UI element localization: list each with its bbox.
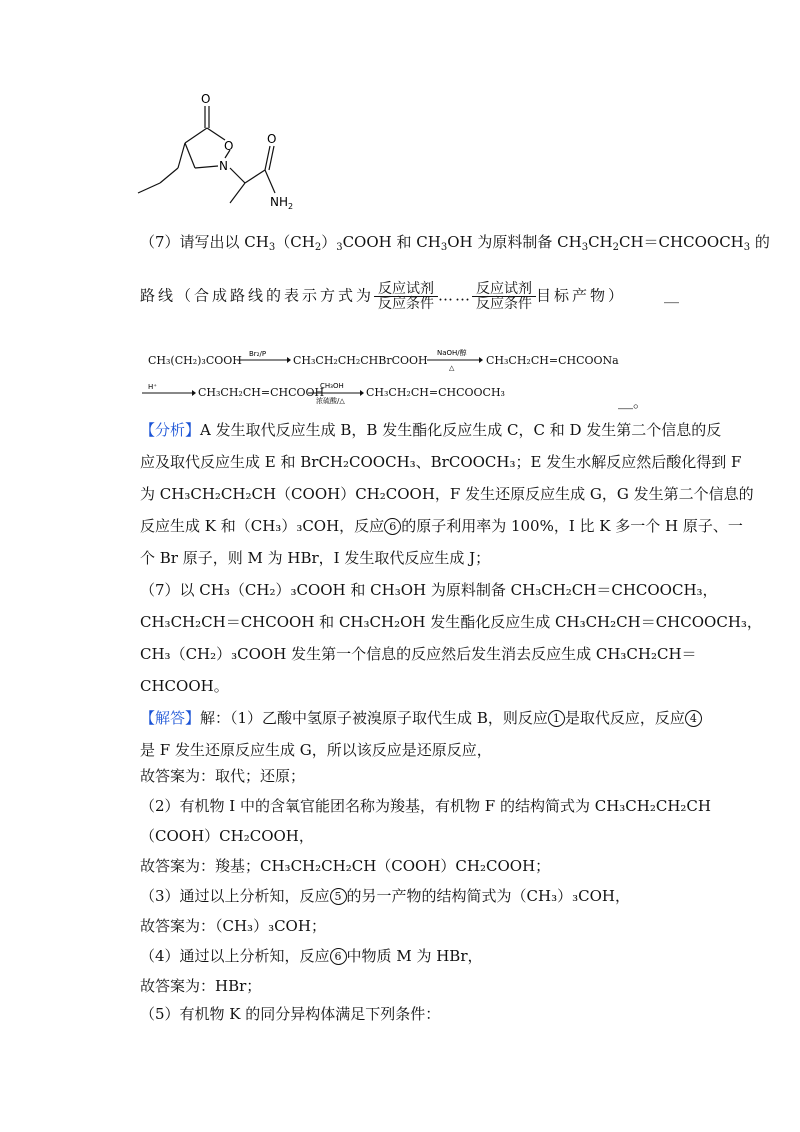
scheme-r4: CH₃CH₂CH=CHCOOH [198,386,325,399]
answer-line5: （COOH）CH₂COOH， [140,827,314,845]
analysis-line7: CH₃CH₂CH＝CHCOOH 和 CH₃CH₂OH 发生酯化反应生成 CH₃CH₂CH＝CHCOOCH₃， [140,613,762,631]
svg-text:CH₃OH: CH₃OH [320,382,344,390]
q7-blank: ＿ [664,287,680,305]
circled-number-4: 4 [685,710,702,727]
svg-text:Br₂/P: Br₂/P [249,350,267,358]
analysis-line2: 应及取代反应生成 E 和 BrCH₂COOCH₃、BrCOOCH₃；E 发生水解反应然后酸化得到 F [140,453,742,471]
analysis-line8: CH₃（CH₂）₃COOH 发生第一个信息的反应然后发生消去反应生成 CH₃CH₂CH＝ [140,645,697,663]
atom-o-top: O [201,92,211,106]
analysis-line3: 为 CH₃CH₂CH₂CH（COOH）CH₂COOH，F 发生还原反应生成 G，G 发生第二个信息的 [140,485,754,503]
answer-line7: （3）通过以上分析知，反应 5 的另一产物的结构简式为（CH₃）₃COH， [140,887,630,905]
answer-line4: （2）有机物 I 中的含氧官能团名称为羧基，有机物 F 的结构简式为 CH₃CH₂CH₂CH [140,797,711,815]
circled-number-6b: 6 [330,948,347,965]
analysis-line9: CHCOOH。 [140,677,229,695]
analysis-tag: 【分析】 [140,421,201,439]
svg-text:NaOH/醇: NaOH/醇 [437,349,467,357]
answer-line1: 【解答】解：（1）乙酸中氢原子被溴原子取代生成 B，则反应 1 是取代反应，反应 4 [140,708,702,728]
answer-line8: 故答案为：（CH₃）₃COH； [140,917,326,935]
scheme-arrow-4 [306,378,364,406]
atom-n-ring: N [219,159,228,173]
answer-line9: （4）通过以上分析知，反应 6 中物质 M 为 HBr， [140,947,483,965]
svg-text:△: △ [449,364,455,372]
scheme-r2: CH₃CH₂CH₂CHBrCOOH [293,354,428,367]
scheme-r3: CH₃CH₂CH=CHCOONa [486,354,619,367]
scheme-arrow-3 [140,380,196,400]
answer-line3: 故答案为：取代；还原； [140,767,306,785]
atom-nh2: $NH_2$ [270,195,294,211]
atom-o-ring: O [224,139,234,153]
analysis-line5: 个 Br 原子，则 M 为 HBr，I 发生取代反应生成 J； [140,549,491,567]
answer-line10: 故答案为：HBr； [140,977,262,995]
scheme-end: ＿。 [618,393,649,411]
svg-text:H⁺: H⁺ [148,383,157,391]
answer-line11: （5）有机物 K 的同分异构体满足下列条件： [140,1005,441,1023]
route-arrow-1: $\frac{\text{反应试剂}}{\text{反应条件}}$ [374,282,438,311]
analysis-line6: （7）以 CH₃（CH₂）₃COOH 和 CH₃OH 为原料制备 CH₃CH₂CH＝CHCOOCH₃， [140,581,718,599]
answer-line6: 故答案为：羧基；CH₃CH₂CH₂CH（COOH）CH₂COOH； [140,857,551,875]
circled-number-1: 1 [548,710,565,727]
scheme-r1: CH₃(CH₂)₃COOH [148,354,242,367]
answer-line2: 是 F 发生还原反应生成 G，所以该反应是还原反应， [140,741,492,759]
circled-number-6: 6 [384,518,401,535]
scheme-r5: CH₃CH₂CH=CHCOOCH₃ [366,386,505,399]
route-arrow-2: $\frac{\text{反应试剂}}{\text{反应条件}}$ [472,282,536,311]
analysis-line1: 【分析】A 发生取代反应生成 B，B 发生酯化反应生成 C，C 和 D 发生第二个信息的反 [140,421,722,439]
analysis-line4: 反应生成 K 和（CH₃）₃COH，反应 6 的原子利用率为 100%，I 比 K 多一个 H 原子、一 [140,517,743,535]
circled-number-5: 5 [330,888,347,905]
svg-text:浓硫酸/△: 浓硫酸/△ [316,397,345,405]
q7-line2: 路线（合成路线的表示方式为 $\frac{\text{反应试剂}}{\text{反应条件}}$ …… $\frac{\text{反应试剂}}{\text{反应条件}}$ 目标产物） [140,281,627,312]
scheme-arrow-1 [235,347,291,367]
molecule-structure [130,88,300,218]
scheme-arrow-2 [425,345,483,373]
answer-tag: 【解答】 [140,709,201,727]
q7-line1: （7）请写出以 $CH_3(CH_2)_3COOH$ 和 $CH_3OH$ 为原料制备 $CH_3CH_2CH=CHCOOCH_3$ 的 [140,233,770,253]
atom-o-amide: O [267,132,277,146]
